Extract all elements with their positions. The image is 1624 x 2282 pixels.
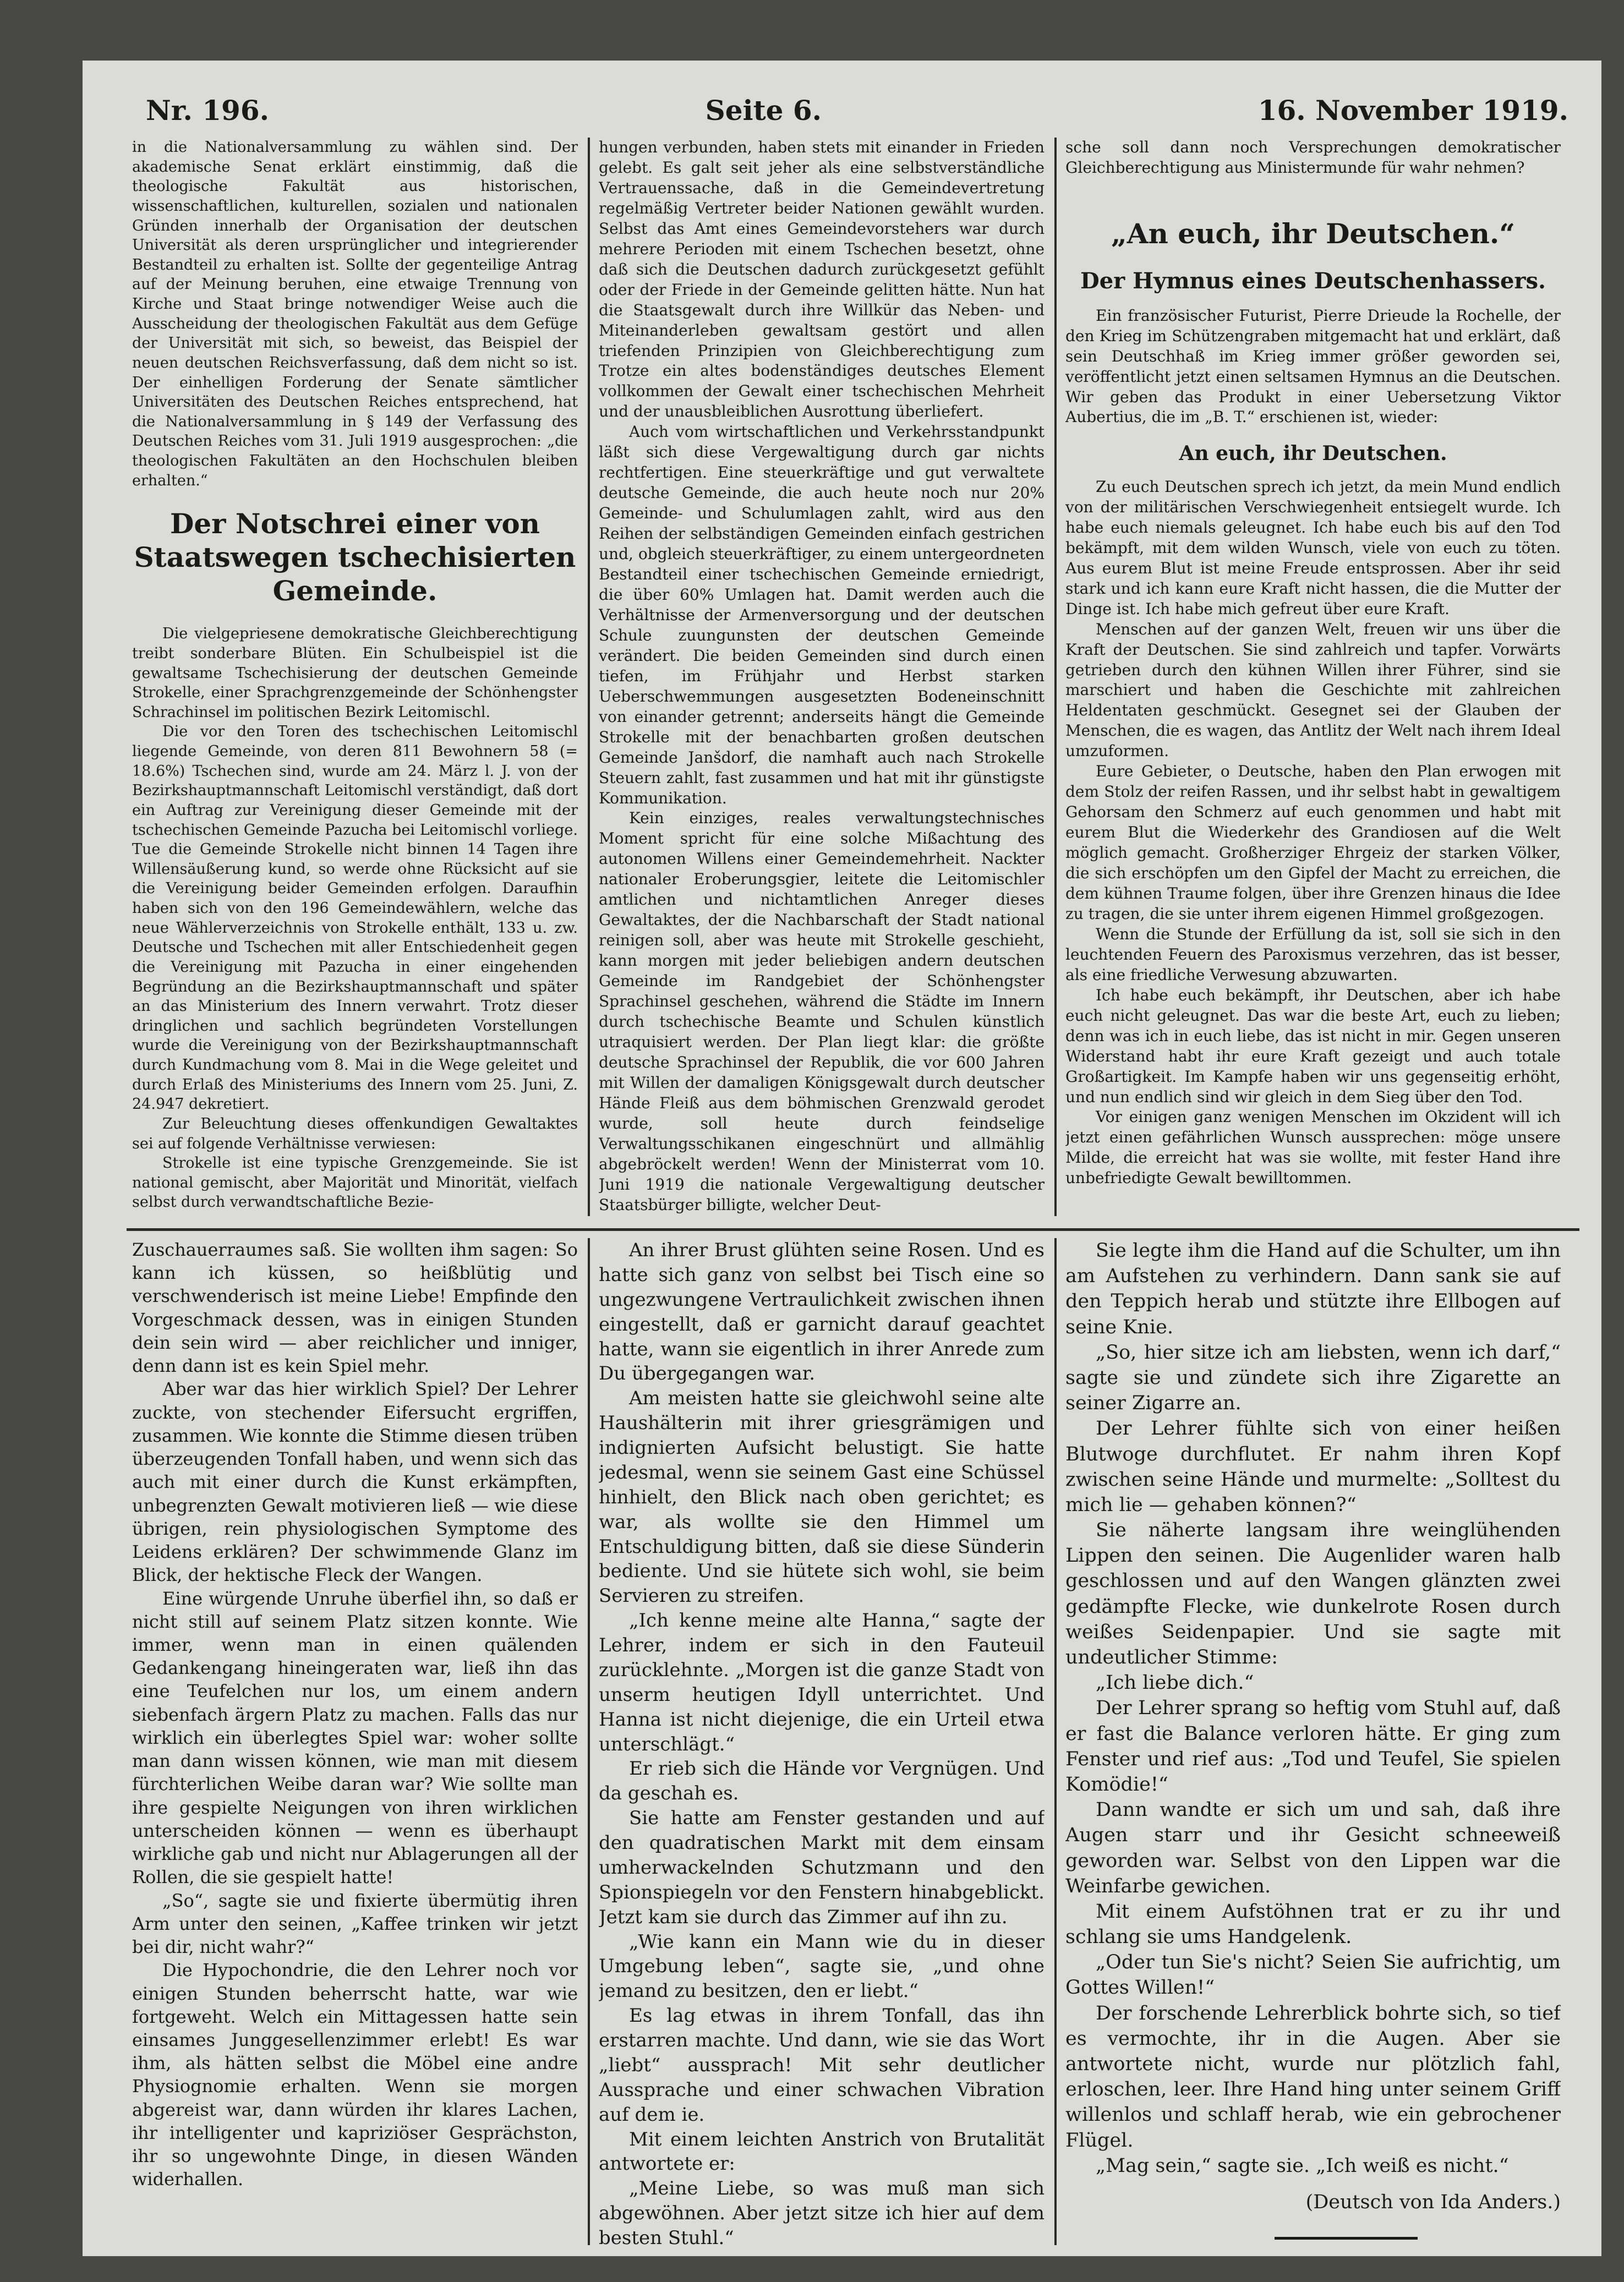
bottom-col2-paragraph: Am meisten hatte sie gleichwohl seine alte Haushälterin mit ihrer griesgrämigen und indignierten Aufsicht belustigt. Sie hatte jedesmal, wenn sie seinem Gast eine Schüssel hinhielt, den Blick nach oben gerichtet; es war, als wollte sie den Himmel um Entschuldigung bitten, daß sie diese Sünderin bediente. Und sie hütete sich wohl, sie beim Servieren zu streifen. <box>599 1387 1045 1607</box>
bottom-col2-paragraph: Sie hatte am Fenster gestanden und auf den quadratischen Markt mit dem einsam umherwackelnden Schutzmann und den Spionspiegeln vor den Fenstern hinabgeblickt. Jetzt kam sie durch das Zimmer auf ihn zu. <box>599 1807 1045 1928</box>
bottom-col2-paragraph: An ihrer Brust glühten seine Rosen. Und es hatte sich ganz von selbst bei Tisch eine so ungezwungene Vertraulichkeit zwischen ihnen eingestellt, daß er garnicht darauf geachtet hatte, wann sie eigentlich in ihrer Anrede zum Du übergegangen war. <box>599 1239 1045 1385</box>
newspaper-page <box>83 61 1601 2256</box>
bottom-col3-paragraph: Der forschende Lehrerblick bohrte sich, so tief es vermochte, ihr in die Augen. Aber sie antwortete nicht, wurde nur plötzlich fahl, erloschen, leer. Ihre Hand hing unter seinem Griff willenlos und schlaff herab, wie ein gebrochener Flügel. <box>1065 2002 1561 2152</box>
section-rule <box>127 1228 1579 1231</box>
bottom-col2-paragraph: „Ich kenne meine alte Hanna,“ sagte der Lehrer, indem er sich in den Fauteuil zurücklehnte. „Morgen ist die ganze Stadt von unserm heutigen Idyll unterrichtet. Und Hanna ist nicht diejenige, die ein Urteil etwa unterschlägt.“ <box>599 1610 1045 1755</box>
top-column-1 <box>132 138 578 1222</box>
top-col2-paragraph: Auch vom wirtschaftlichen und Verkehrsstandpunkt läßt sich diese Vergewaltigung durch gar nichts rechtfertigen. Eine steuerkräftige und gut verwaltete deutsche Gemeinde, die auch heute noch nur 20% Gemeinde- und Schulumlagen zahlt, wird aus den Reihen der selbständigen Gemeinden einfach gestrichen und, obgleich steuerkräftiger, zu einem untergeordneten Bestandteil einer tschechischen Gemeinde erniedrigt, die über 60% Umlagen hat. Damit werden auch die Verhältnisse der Armenversorgung und der deutschen Schule zuungunsten der deutschen Gemeinde verändert. Die beiden Gemeinden sind durch einen tiefen, im Frühjahr und Herbst starken Ueberschwemmungen ausgesetzten Bodeneinschnitt von einander getrennt; anderseits hängt die Gemeinde Strokelle mit der benachbarten großen deutschen Gemeinde Janšdorf, die namhaft auch nach Strokelle Steuern zahlt, fast zusammen und hat mit ihr günstigste Kommunikation. <box>599 423 1045 807</box>
top-col1-article-paragraph: Die vielgepriesene demokratische Gleichberechtigung treibt sonderbare Blüten. Ein Schulbeispiel ist die gewaltsame Tschechisierung der deutschen Gemeinde Strokelle, einer Sprachgrenzgemeinde der Schönhengster Schrachinsel im politischen Bezirk Leitomischl. <box>132 625 578 721</box>
column-rule <box>1054 138 1057 1216</box>
end-rule <box>1275 2237 1418 2240</box>
issue-date: 16. November 1919. <box>1257 94 1568 127</box>
hymn-intro: Ein französischer Futurist, Pierre Drieude la Rochelle, der den Krieg im Schützengraben mitgemacht hat und erklärt, daß sein Deutschhaß im Krieg immer größer geworden sei, veröffentlicht jetzt einen seltsamen Hymnus an die Deutschen. Wir geben das Produkt in einer Uebersetzung Viktor Aubertius, die im „B. T.“ erschienen ist, wieder: <box>1065 306 1561 426</box>
bottom-col3-paragraph: Mit einem Aufstöhnen trat er zu ihr und schlang sie ums Handgelenk. <box>1065 1900 1561 1949</box>
bottom-col1-paragraph: Zuschauerraumes saß. Sie wollten ihm sagen: So kann ich küssen, so heißblütig und verschwenderisch ist meine Liebe! Empfinde den Vorgeschmack dessen, was in einigen Stunden dein sein wird — aber reichlicher und inniger, denn dann ist es kein Spiel mehr. <box>132 1239 578 1377</box>
bottom-col1-paragraph: Aber war das hier wirklich Spiel? Der Lehrer zuckte, von stechender Eifersucht ergriffen, zusammen. Wie konnte die Stimme diesen trüben überzeugenden Tonfall haben, und wenn sich das auch mit einer durch die Kunst erkämpften, unbegrenzten Gewalt motivieren ließ — wie diese übrigen, rein physiologischen Symptome des Leidens erklären? Der schwimmende Glanz im Blick, der hektische Fleck der Wangen. <box>132 1378 578 1586</box>
bottom-col3-paragraph: Dann wandte er sich um und sah, daß ihre Augen starr und ihr Gesicht schneeweiß geworden war. Selbst von den Lippen war die Weinfarbe gewichen. <box>1065 1799 1561 1897</box>
bottom-col2-paragraph: Es lag etwas in ihrem Tonfall, das ihn erstarren machte. Und dann, wie sie das Wort „liebt“ aussprach! Mit sehr deutlicher Aussprache und einer schwachen Vibration auf dem ie. <box>599 2005 1045 2126</box>
poem-paragraph: Zu euch Deutschen sprech ich jetzt, da mein Mund endlich von der militärischen Verschwiegenheit entsiegelt wurde. Ich habe euch niemals geleugnet. Ich habe euch bis auf den Tod bekämpft, mit dem wilden Wunsch, viele von euch zu töten. Aus eurem Blut ist meine Freude entsprossen. Aber ihr seid stark und ich kann eure Kraft nicht hassen, die die Mutter der Dinge ist. Ich habe mich gefreut über eure Kraft. <box>1065 477 1561 618</box>
bottom-col3-paragraph: „Ich liebe dich.“ <box>1096 1672 1254 1694</box>
top-column-2 <box>599 138 1045 1222</box>
poem-paragraph: Ich habe euch bekämpft, ihr Deutschen, aber ich habe euch nicht geleugnet. Das war die beste Art, euch zu lieben; denn was ich in euch liebe, das ist nicht in mir. Gegen unseren Widerstand habt ihr eure Kraft gezeigt und auch totale Großartigkeit. Im Kampfe haben wir uns gegenseitig erhöht, und nun endlich sind wir gleich in dem Sieg über den Tod. <box>1065 986 1561 1106</box>
top-col1-article-paragraph: Die vor den Toren des tschechischen Leitomischl liegende Gemeinde, von deren 811 Bewohnern 58 (= 18.6%) Tschechen sind, wurde am 24. März l. J. von der Bezirkshauptmannschaft Leitomischl verständigt, daß dort ein Auftrag zur Vereinigung dieser Gemeinde mit der tschechischen Gemeinde Pazucha bei Leitomischl vorliege. Tue die Gemeinde Strokelle nicht binnen 14 Tagen ihre Willensäußerung kund, so werde ohne Rücksicht auf sie die Vereinigung beider Gemeinden erfolgen. Daraufhin haben sich von den 196 Gemeindewählern, welche das neue Wählerverzeichnis von Strokelle enthält, 133 u. zw. Deutsche und Tschechen mit aller Entschiedenheit gegen die Vereinigung mit Pazucha in einer eingehenden Begründung an die Bezirkshauptmannschaft und später an das Ministerium des Innern verwahrt. Trotz dieser dringlichen und sachlich begründeten Vorstellungen wurde die Vereinigung von der Bezirkshauptmannschaft durch Kundmachung vom 8. Mai in die Wege geleitet und durch Erlaß des Ministeriums des Innern vom 25. Juni, Z. 24.947 dekretiert. <box>132 723 578 1113</box>
bottom-col1-paragraph: Die Hypochondrie, die den Lehrer noch vor einigen Stunden beherrscht hatte, war wie fortgeweht. Welch ein Mittagessen hatte sein einsames Junggesellenzimmer erlebt! Es war ihm, als hätten selbst die Möbel eine andre Physiognomie erhalten. Wenn sie morgen abgereist war, dann würden ihr klares Lachen, ihr intelligenter und kapriziöser Gesprächston, ihr so ungewohnte Dinge, in diesen Wänden widerhallen. <box>132 1960 578 2190</box>
poem-paragraph: Vor einigen ganz wenigen Menschen im Okzident will ich jetzt einen gefährlichen Wunsch aussprechen: möge unsere Milde, die erreicht hat was sie wollte, mit fester Hand ihre unbefriedigte Gewalt bewilltommen. <box>1065 1108 1561 1187</box>
bottom-col3-paragraph: Sie näherte langsam ihre weinglühenden Lippen den seinen. Die Augenlider waren halb geschlossen und auf den Wangen glänzten zwei gedämpfte Flecke, wie dunkelrote Rosen durch weißes Seidenpapier. Und sie sagte mit undeutlicher Stimme: <box>1065 1519 1561 1668</box>
bottom-col1-paragraph: Eine würgende Unruhe überfiel ihn, so daß er nicht still auf seinem Platz sitzen konnte. Wie immer, wenn man in einen quälenden Gedankengang hineingeraten war, ließ ihn das eine Teufelchen nur los, um einem andern siebenfach ärgern Platz zu machen. Falls das nur wirklich ein überlegtes Spiel war: woher sollte man dann wissen können, wie man mit diesem fürchterlichen Weibe daran war? Wie sollte man ihre gespielte Neigungen von ihren wirklichen unterscheiden können — wenn es überhaupt wirkliche gab und nicht nur Ablagerungen all der Rollen, die sie gespielt hatte! <box>132 1588 578 1888</box>
bottom-col3-paragraph: „So, hier sitze ich am liebsten, wenn ich darf,“ sagte sie und zündete sich ihre Zigarette an seiner Zigarre an. <box>1065 1341 1561 1415</box>
bottom-col3-paragraph: „Mag sein,“ sagte sie. „Ich weiß es nicht.“ <box>1096 2154 1509 2177</box>
top-col1-article-paragraph: Zur Beleuchtung dieses offenkundigen Gewaltaktes sei auf folgende Verhältnisse verwiesen: <box>132 1115 578 1152</box>
translator-credit: (Deutsch von Ida Anders.) <box>1305 2191 1561 2213</box>
bottom-column-2 <box>599 1238 1045 2251</box>
bottom-col1-paragraph: „So“, sagte sie und fixierte übermütig ihren Arm unter den seinen, „Kaffee trinken wir jetzt bei dir, nicht wahr?“ <box>132 1890 578 1958</box>
bottom-col3-paragraph: Der Lehrer sprang so heftig vom Stuhl auf, daß er fast die Balance verloren hätte. Er ging zum Fenster und rief aus: „Tod und Teufel, Sie spielen Komödie!“ <box>1065 1697 1561 1796</box>
top-col2-paragraph: Kein einziges, reales verwaltungstechnisches Moment spricht für eine solche Mißachtung des autonomen Willens einer Gemeindemehrheit. Nackter nationaler Eroberungsgier, leitete die Leitomischler amtlichen und nichtamtlichen Anreger dieses Gewaltaktes, der die Nachbarschaft der Stadt national reinigen soll, aber was heute mit Strokelle geschieht, kann morgen mit jeder beliebigen andern deutschen Gemeinde im Randgebiet der Schönhengster Sprachinsel geschehen, während die Städte im Innern durch tschechische Beamte und Schulen künstlich utraquisiert werden. Der Plan liegt klar: die größte deutsche Sprachinsel der Republik, die vor 600 Jahren mit Willen der damaligen Königsgewalt durch deutscher Hände Fleiß aus dem böhmischen Grenzwald gerodet wurde, soll heute durch feindselige Verwaltungsschikanen eingeschnürt und allmählig abgebröckelt werden! Wenn der Ministerrat vom 10. Juni 1919 die nationale Vergewaltigung deutscher Staatsbürger billigte, welcher Deut- <box>599 809 1045 1214</box>
bottom-column-1 <box>132 1238 578 2251</box>
column-rule <box>1054 1238 1057 2245</box>
poem-paragraph: Menschen auf der ganzen Welt, freuen wir uns über die Kraft der Deutschen. Sie sind zahlreich und tapfer. Vorwärts getrieben durch den kühnen Willen ihrer Führer, sind sie marschiert und haben die Geschichte mit zahlreichen Heldentaten geschmückt. Gesegnet sei der Glauben der Menschen, die es wagen, das Antlitz der Welt nach ihrem Ideal umzuformen. <box>1065 620 1561 760</box>
bottom-col2-paragraph: Mit einem leichten Anstrich von Brutalität antwortete er: <box>599 2128 1045 2175</box>
top-col1-article-paragraph: Strokelle ist eine typische Grenzgemeinde. Sie ist national gemischt, aber Majorität und Minorität, vielfach selbst durch verwandtschaftliche Bezie- <box>132 1154 578 1211</box>
top-col2-paragraph: hungen verbunden, haben stets mit einander in Frieden gelebt. Es galt seit jeher als eine selbstverständliche Vertrauenssache, daß in die Gemeindevertretung regelmäßig Vertreter beider Nationen gewählt wurden. Selbst das Amt eines Gemeindevorstehers war durch mehrere Perioden mit einem Tschechen besetzt, ohne daß sich die Deutschen dadurch zurückgesetzt gefühlt oder der Friede in der Gemeinde gelitten hätte. Nun hat die Staatsgewalt durch ihre Willkür das Neben- und Miteinanderleben gewaltsam gestört und allen triefenden Prinzipien von Gleichberechtigung zum Trotze ein altes bodenständiges deutsches Element vollkommen der Gewalt einer tschechischen Mehrheit und der unausbleiblichen Ausrottung überliefert. <box>599 138 1045 421</box>
article-headline: Der Notschrei einer von Staatswegen tschechisierten Gemeinde. <box>134 507 576 608</box>
top-column-3 <box>1065 138 1561 1222</box>
page-number: Seite 6. <box>705 94 822 127</box>
poem-paragraph: Eure Gebieter, o Deutsche, haben den Plan erwogen mit dem Stolz der reifen Rassen, und ihr selbst habt in gewaltigem Gehorsam den Schmerz auf euch genommen und habt mit eurem Blut die Wiederkehr des Grandiosen auf die Welt möglich gemacht. Großherziger Ehrgeiz der starken Völker, die sich erschöpfen um den Gipfel der Macht zu erreichen, die dem kühnen Traume folgen, über ihre Grenzen hinaus die Idee zu tragen, die sie unter ihrem eigenen Himmel großgezogen. <box>1065 762 1561 923</box>
bottom-col2-paragraph: Er rieb sich die Hände vor Vergnügen. Und da geschah es. <box>599 1758 1045 1805</box>
bottom-col3-paragraph: Sie legte ihm die Hand auf die Schulter, um ihn am Aufstehen zu verhindern. Dann sank sie auf den Teppich herab und stützte ihre Ellbogen auf seine Knie. <box>1065 1240 1561 1338</box>
issue-number: Nr. 196. <box>146 94 270 127</box>
bottom-col2-paragraph: „Wie kann ein Mann wie du in dieser Umgebung leben“, sagte sie, „und ohne jemand zu besitzen, den er liebt.“ <box>599 1930 1045 2002</box>
top-col3-paragraph: sche soll dann noch Versprechungen demokratischer Gleichberechtigung aus Ministermunde für wahr nehmen? <box>1065 138 1561 177</box>
column-rule <box>588 138 590 1216</box>
poem-paragraph: Wenn die Stunde der Erfüllung da ist, soll sie sich in den leuchtenden Feuern des Paroxismus verzehren, das ist besser, als eine friedliche Verwesung abzuwarten. <box>1065 924 1561 984</box>
page-header <box>146 88 1568 132</box>
bottom-col3-paragraph: Der Lehrer fühlte sich von einer heißen Blutwoge durchflutet. Er nahm ihren Kopf zwischen seine Hände und murmelte: „Solltest du mich lie — gehaben können?“ <box>1065 1418 1561 1516</box>
top-col1-paragraph: in die Nationalversammlung zu wählen sind. Der akademische Senat erklärt einstimmig, daß die theologische Fakultät aus historischen, wissenschaftlichen, kulturellen, sozialen und nationalen Gründen innerhalb der Organisation der deutschen Universität als deren ursprünglicher und integrierender Bestandteil zu erhalten ist. Sollte der gegenteilige Antrag auf der Meinung beruhen, eine etwaige Trennung von Kirche und Staat bringe notwendiger Weise auch die Ausscheidung der theologischen Fakultät aus dem Gefüge der Universität mit sich, so beweist, das Beispiel der neuen deutschen Reichsverfassung, daß dem nicht so ist. Der einhelligen Forderung der Senate sämtlicher Universitäten des Deutschen Reiches entsprechend, hat die Nationalversammlung in § 149 der Verfassung des Deutschen Reiches vom 31. Juli 1919 ausgesprochen: „die theologischen Fakultäten an den Hochschulen bleiben erhalten.“ <box>132 139 578 489</box>
bottom-column-3 <box>1065 1238 1561 2251</box>
hymn-headline: „An euch, ihr Deutschen.“ <box>1111 217 1516 250</box>
bottom-col3-paragraph: „Oder tun Sie's nicht? Seien Sie aufrichtig, um Gottes Willen!“ <box>1065 1951 1561 1999</box>
hymn-subtitle: Der Hymnus eines Deutschenhassers. <box>1080 267 1546 294</box>
poem-title: An euch, ihr Deutschen. <box>1179 442 1447 466</box>
bottom-col2-paragraph: „Meine Liebe, so was muß man sich abgewöhnen. Aber jetzt sitze ich hier auf dem besten Stuhl.“ <box>599 2177 1045 2249</box>
column-rule <box>588 1238 590 2245</box>
